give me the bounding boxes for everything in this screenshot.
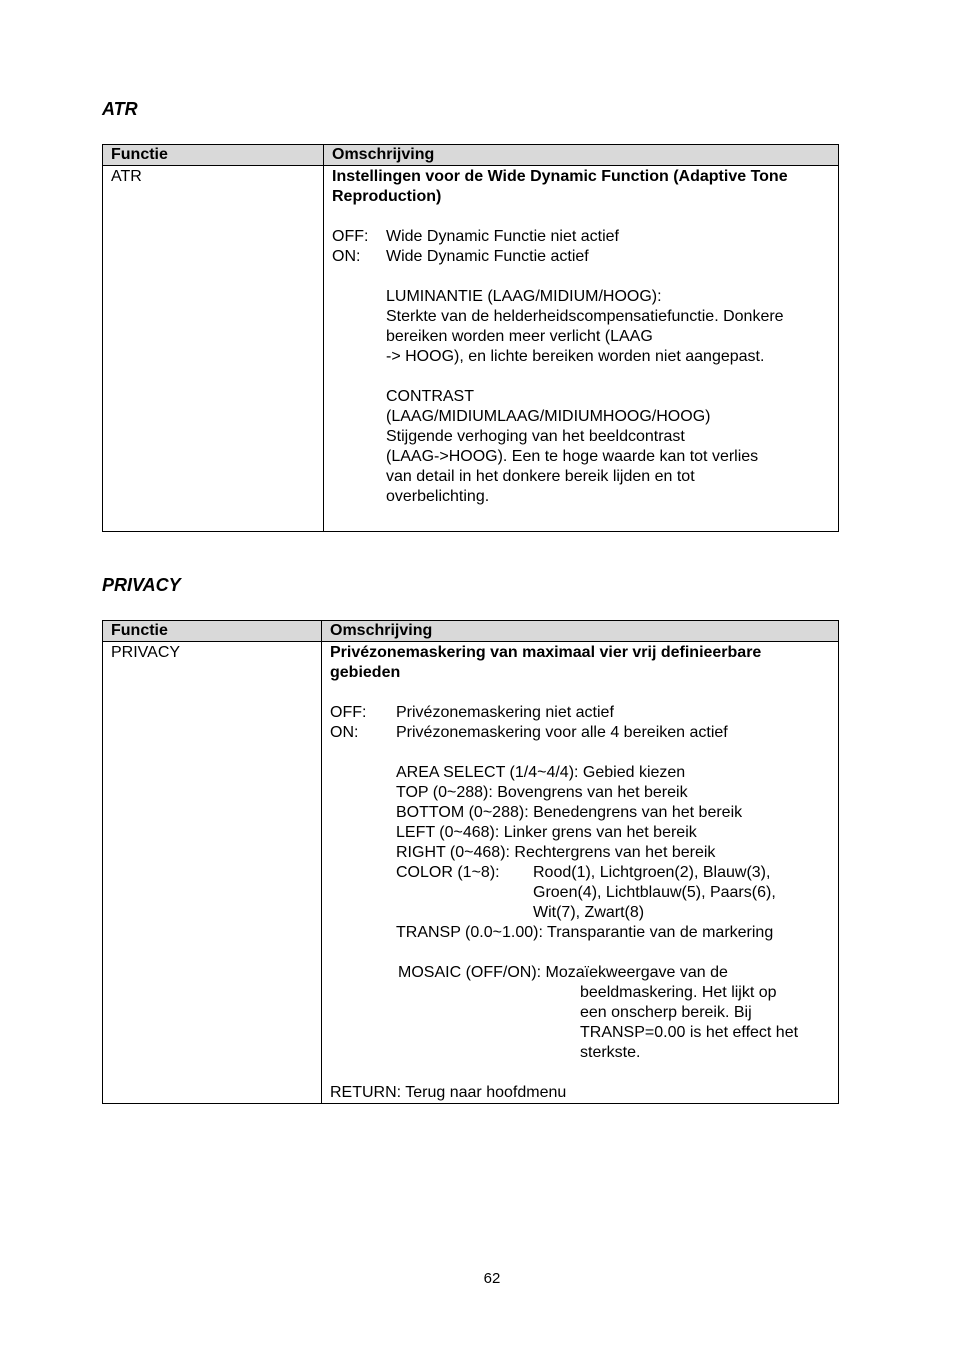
mosaic-line-cont: een onscherp bereik. Bij (580, 1004, 752, 1021)
text-line: Stijgende verhoging van het beeldcontrast (386, 428, 685, 445)
page-number: 62 (483, 1270, 501, 1287)
option-text: Wide Dynamic Functie actief (386, 248, 589, 265)
column-header-omschrijving: Omschrijving (322, 621, 839, 642)
section-title-privacy: PRIVACY (102, 575, 181, 595)
column-header-omschrijving: Omschrijving (324, 145, 839, 166)
mosaic-description (330, 963, 830, 1063)
column-header-functie: Functie (103, 621, 322, 642)
table-header-row (103, 621, 839, 642)
color-line (396, 863, 830, 883)
text-line: van detail in het donkere bereik lijden en tot (386, 468, 695, 485)
function-cell: ATR (103, 166, 324, 532)
option-text: Privézonemaskering niet actief (396, 704, 614, 721)
color-values: Rood(1), Lichtgroen(2), Blauw(3), (533, 864, 771, 881)
area-settings (330, 763, 830, 943)
text-line: bereiken worden meer verlicht (LAAG (386, 328, 653, 345)
right-line: RIGHT (0~468): Rechtergrens van het bereik (396, 844, 716, 861)
atr-table (102, 144, 839, 532)
text-line: LUMINANTIE (LAAG/MIDIUM/HOOG): (386, 288, 662, 305)
option-text: Wide Dynamic Functie niet actief (386, 228, 619, 245)
option-off (330, 703, 830, 723)
option-key: ON: (332, 248, 361, 265)
area-select-line: AREA SELECT (1/4~4/4): Gebied kiezen (396, 764, 686, 781)
return-line: RETURN: Terug naar hoofdmenu (330, 1084, 567, 1101)
privacy-table (102, 620, 839, 1104)
color-key: COLOR (1~8): (396, 864, 500, 881)
mosaic-line-cont: sterkste. (580, 1044, 641, 1061)
text-line: (LAAG->HOOG). Een te hoge waarde kan tot verlies (386, 448, 759, 465)
description-cell (324, 166, 839, 532)
description-heading: Instellingen voor de Wide Dynamic Function (Adaptive Tone Reproduction) (332, 168, 788, 205)
table-row (103, 166, 839, 532)
table-header-row (103, 145, 839, 166)
section-title-atr: ATR (102, 99, 138, 119)
description-cell (322, 642, 839, 1104)
option-on (332, 247, 830, 267)
option-text: Privézonemaskering voor alle 4 bereiken actief (396, 724, 728, 741)
left-line: LEFT (0~468): Linker grens van het bereik (396, 824, 697, 841)
contrast-description (332, 387, 830, 507)
top-line: TOP (0~288): Bovengrens van het bereik (396, 784, 688, 801)
bottom-line: BOTTOM (0~288): Benedengrens van het bereik (396, 804, 743, 821)
function-cell: PRIVACY (103, 642, 322, 1104)
text-line: overbelichting. (386, 488, 490, 505)
mosaic-line-cont: TRANSP=0.00 is het effect het (580, 1024, 799, 1041)
color-values-cont: Wit(7), Zwart(8) (533, 904, 645, 921)
option-on (330, 723, 830, 743)
color-values-cont: Groen(4), Lichtblauw(5), Paars(6), (533, 884, 776, 901)
column-header-functie: Functie (103, 145, 324, 166)
description-heading: Privézonemaskering van maximaal vier vrij definieerbare gebieden (330, 644, 762, 681)
text-line: CONTRAST (386, 388, 474, 405)
transp-line: TRANSP (0.0~1.00): Transparantie van de markering (396, 924, 774, 941)
option-key: OFF: (330, 704, 367, 721)
option-key: OFF: (332, 228, 369, 245)
text-line: -> HOOG), en lichte bereiken worden niet aangepast. (386, 348, 765, 365)
mosaic-line: MOSAIC (OFF/ON): Mozaïekweergave van de (398, 964, 728, 981)
option-key: ON: (330, 724, 359, 741)
text-line: (LAAG/MIDIUMLAAG/MIDIUMHOOG/HOOG) (386, 408, 711, 425)
luminance-description (332, 287, 830, 367)
mosaic-line-cont: beeldmaskering. Het lijkt op (580, 984, 777, 1001)
text-line: Sterkte van de helderheidscompensatiefunctie. Donkere (386, 308, 784, 325)
table-row (103, 642, 839, 1104)
option-off (332, 227, 830, 247)
